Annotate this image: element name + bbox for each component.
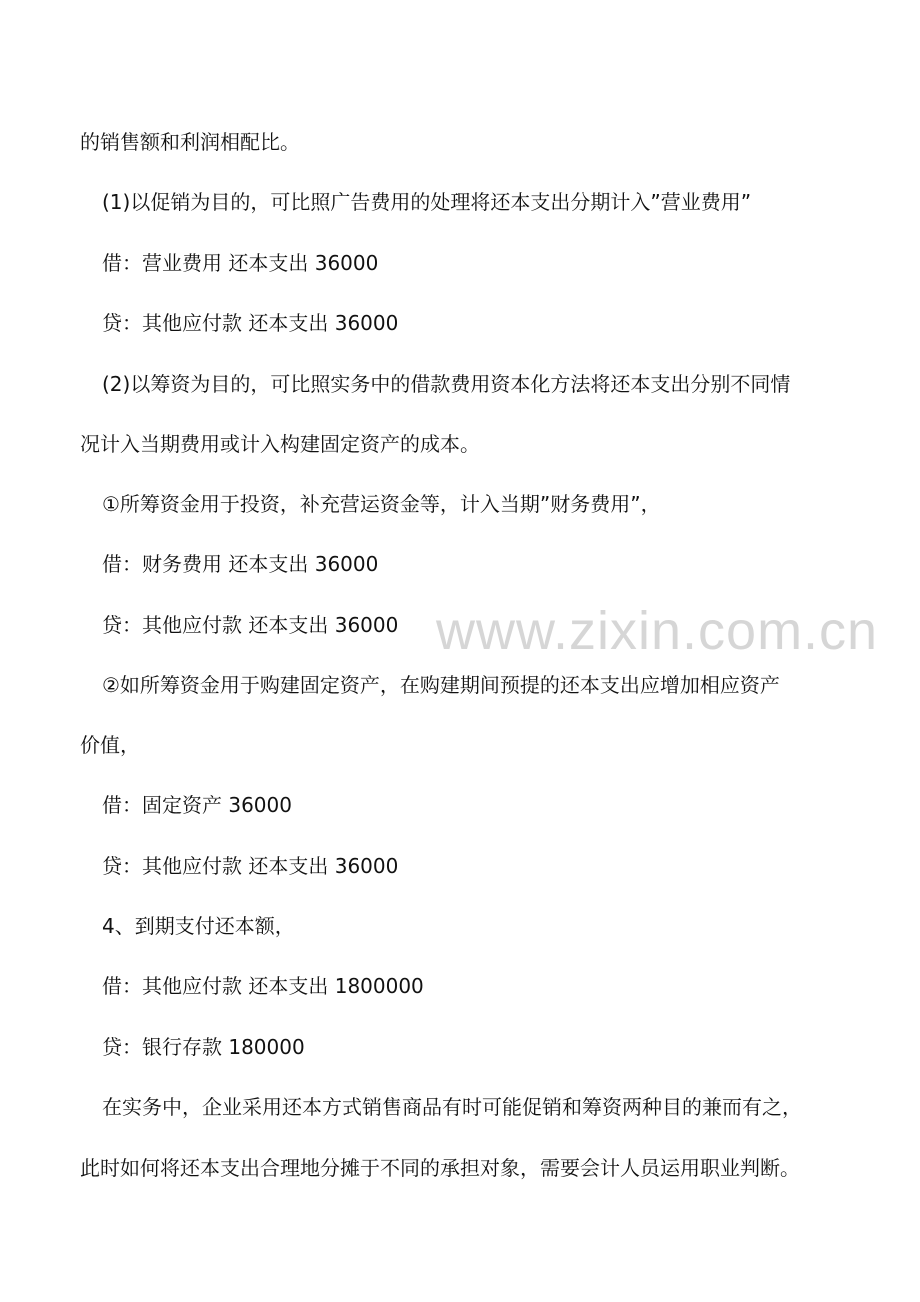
text-line: 此时如何将还本支出合理地分摊于不同的承担对象，需要会计人员运用职业判断。	[80, 1156, 800, 1180]
watermark: www.zixin.com.cn	[436, 601, 879, 661]
text-line: 4、到期支付还本额，	[102, 914, 295, 938]
text-line: 在实务中，企业采用还本方式销售商品有时可能促销和筹资两种目的兼而有之，	[102, 1095, 802, 1119]
text-line: 借：其他应付款 还本支出 1800000	[102, 974, 424, 998]
text-line: ②如所筹资金用于购建固定资产，在购建期间预提的还本支出应增加相应资产	[102, 673, 780, 697]
text-line: 借：营业费用 还本支出 36000	[102, 251, 379, 275]
text-line: 价值，	[80, 733, 140, 757]
text-line: 借：固定资产 36000	[102, 793, 292, 817]
text-line: 贷：其他应付款 还本支出 36000	[102, 854, 399, 878]
text-line: 贷：银行存款 180000	[102, 1035, 305, 1059]
text-line: 贷：其他应付款 还本支出 36000	[102, 613, 399, 637]
text-line: ①所筹资金用于投资，补充营运资金等，计入当期”财务费用”，	[102, 492, 661, 516]
text-line: 况计入当期费用或计入构建固定资产的成本。	[80, 432, 480, 456]
text-line: 贷：其他应付款 还本支出 36000	[102, 311, 399, 335]
text-line: 借：财务费用 还本支出 36000	[102, 552, 379, 576]
text-line: (2)以筹资为目的，可比照实务中的借款费用资本化方法将还本支出分别不同情	[102, 372, 791, 396]
text-line: 的销售额和利润相配比。	[80, 130, 300, 154]
text-line: (1)以促销为目的，可比照广告费用的处理将还本支出分期计入”营业费用”	[102, 190, 752, 214]
